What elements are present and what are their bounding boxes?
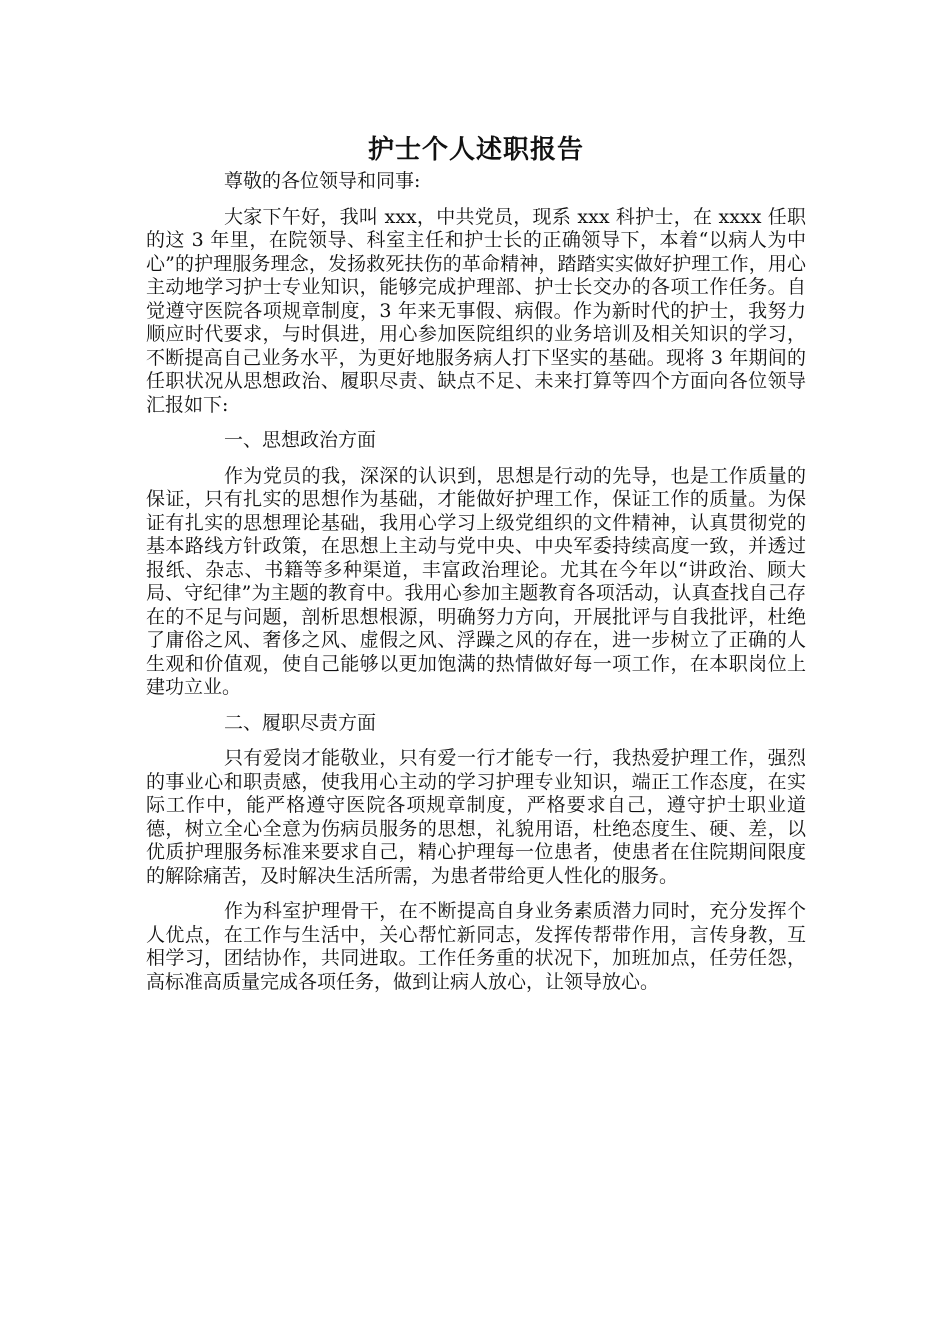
document-title: 护士个人述职报告 — [367, 135, 584, 165]
section-body-political: 作为党员的我，深深的认识到，思想是行动的先导，也是工作质量的保证，只有扎实的思想作为基础，才能做好护理工作，保证工作的质量。为保证有扎实的思想理论基础，我用心学习上级党组织的文件精神，认真贯彻党的基本路线方针政策，在思想上主动与党中央、中央军委持续高度一致，并透过报纸、杂志、书籍等多种渠道，丰富政治理论。尤其在今年以“讲政治、顾大局、守纪律”为主题的教育中。我用心参加主题教育各项活动，认真查找自己存在的不足与问题，剖析思想根源，明确努力方向，开展批评与自我批评，杜绝了庸俗之风、奢侈之风、虚假之风、浮躁之风的存在，进一步树立了正确的人生观和价值观，使自己能够以更加饱满的热情做好每一项工作，在本职岗位上建功立业。 — [146, 464, 806, 698]
section-heading-political: 一、思想政治方面 — [224, 429, 377, 451]
section-body-duty-1: 只有爱岗才能敬业，只有爱一行才能专一行，我热爱护理工作，强烈的事业心和职责感，使我用心主动的学习护理专业知识，端正工作态度，在实际工作中，能严格遵守医院各项规章制度，严格要求自己，遵守护士职业道德，树立全心全意为伤病员服务的思想，礼貌用语，杜绝态度生、硬、差，以优质护理服务标准来要求自己，精心护理每一位患者，使患者在住院期间限度的解除痛苦，及时解决生活所需，为患者带给更人性化的服务。 — [146, 747, 806, 887]
section-body-duty-2: 作为科室护理骨干，在不断提高自身业务素质潜力同时，充分发挥个人优点，在工作与生活中，关心帮忙新同志，发挥传帮带作用，言传身教，互相学习，团结协作，共同进取。工作任务重的状况下，加班加点，任劳任怨，高标准高质量完成各项任务，做到让病人放心，让领导放心。 — [146, 900, 806, 993]
section-heading-duty: 二、履职尽责方面 — [224, 711, 377, 734]
intro-paragraph: 大家下午好，我叫 xxx，中共党员，现系 xxx 科护士，在 xxxx 任职的这 3 年里，在院领导、科室主任和护士长的正确领导下，本着“以病人为中心”的护理服务理念，发扬救死扶伤的革命精神，踏踏实实做好护理工作，用心主动地学习护士专业知识，能够完成护理部、护士长交办的各项工作任务。自觉遵守医院各项规章制度，3 年来无事假、病假。作为新时代的护士，我努力顺应时代要求，与时俱进，用心参加医院组织的业务培训及相关知识的学习，不断提高自己业务水平，为更好地服务病人打下坚实的基础。现将 3 年期间的任职状况从思想政治、履职尽责、缺点不足、未来打算等四个方面向各位领导汇报如下: — [146, 205, 806, 416]
salutation: 尊敬的各位领导和同事: — [224, 170, 421, 192]
document-body — [146, 132, 806, 1006]
